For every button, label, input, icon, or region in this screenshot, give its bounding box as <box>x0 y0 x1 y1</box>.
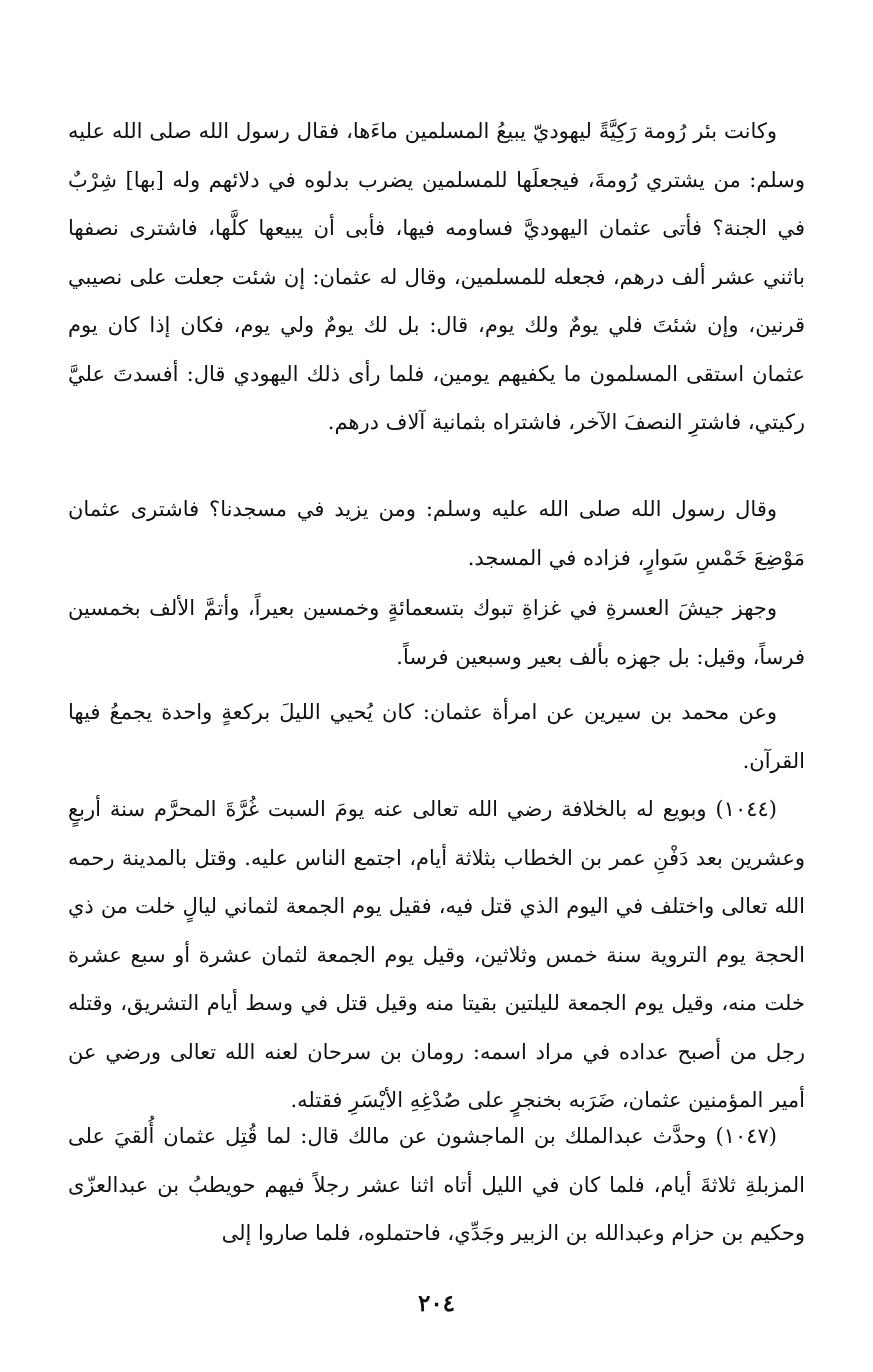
paragraph-1044: (١٠٤٤) وبويع له بالخلافة رضي الله تعالى عنه يومَ السبت غُرَّةَ المحرَّم سنة أربعٍ وعشرين بعد دَفْنِ عمر بن الخطاب بثلاثة أيام، اجتمع الناس عليه. وقتل بالمدينة رحمه الله تعالى واختلف في اليوم الذي قتل فيه، فقيل يوم الجمعة لثماني ليالٍ خلت من ذي الحجة يوم التروية سنة خمس وثلاثين، وقيل يوم الجمعة لثمان عشرة أو سبع عشرة خلت منه، وقيل يوم الجمعة لليلتين بقيتا منه وقيل قتل في وسط أيام التشريق، وقتله رجل من أصبح عداده في مراد اسمه: رومان بن سرحان لعنه الله تعالى ورضي عن أمير المؤمنين عثمان، ضَرَبه بخنجرٍ على صُدْغِهِ الأيْسَرِ فقتله. <box>68 797 805 1112</box>
paragraph-jaysh-al-usra: وجهز جيشَ العسرةِ في غزاةِ تبوك بتسعمائةٍ وخمسين بعيراً، وأتمَّ الألف بخمسين فرساً، وقيل: بل جهزه بألف بعير وسبعين فرساً. <box>68 596 805 669</box>
paragraph-bir-ruma: وكانت بئر رُومة رَكِيَّةً ليهوديّ يبيعُ المسلمين ماءَها، فقال رسول الله صلى الله عليه وسلم: من يشتري رُومةَ، فيجعلَها للمسلمين يضرب بدلوه في دلائهم وله [بها] شِرْبٌ في الجنة؟ فأتى عثمان اليهوديَّ فساومه فيها، فأبى أن يبيعها كلَّها، فاشترى نصفها باثني عشر ألف درهم، فجعله للمسلمين، وقال له عثمان: إن شئت جعلت على نصيبي قرنين، وإن شئتَ فلي يومٌ ولك يوم، قال: بل لك يومٌ ولي يوم، فكان إذا كان يوم عثمان استقى المسلمون ما يكفيهم يومين، فلما رأى ذلك اليهودي قال: أفسدتَ عليَّ ركيتي، فاشترِ النصفَ الآخر، فاشتراه بثمانية آلاف درهم. <box>68 119 805 434</box>
page-number: ٢٠٤ <box>417 1290 456 1317</box>
paragraph-1047: (١٠٤٧) وحدَّث عبدالملك بن الماجشون عن مالك قال: لما قُتِل عثمان أُلقيَ على المزبلةِ ثلاثةَ أيام، فلما كان في الليل أتاه اثنا عشر رجلاً فيهم حويطبُ بن عبدالعزّى وحكيم بن حزام وعبدالله بن الزبير وجَدِّي، فاحتملوه، فلما صاروا إلى <box>68 1124 805 1245</box>
paragraph-masjid: وقال رسول الله صلى الله عليه وسلم: ومن يزيد في مسجدنا؟ فاشترى عثمان مَوْضِعَ خَمْسِ سَوارٍ، فزاده في المسجد. <box>68 497 805 570</box>
paragraph-ibn-sirin: وعن محمد بن سيرين عن امرأة عثمان: كان يُحيي الليلَ بركعةٍ واحدة يجمعُ فيها القرآن. <box>68 700 805 773</box>
